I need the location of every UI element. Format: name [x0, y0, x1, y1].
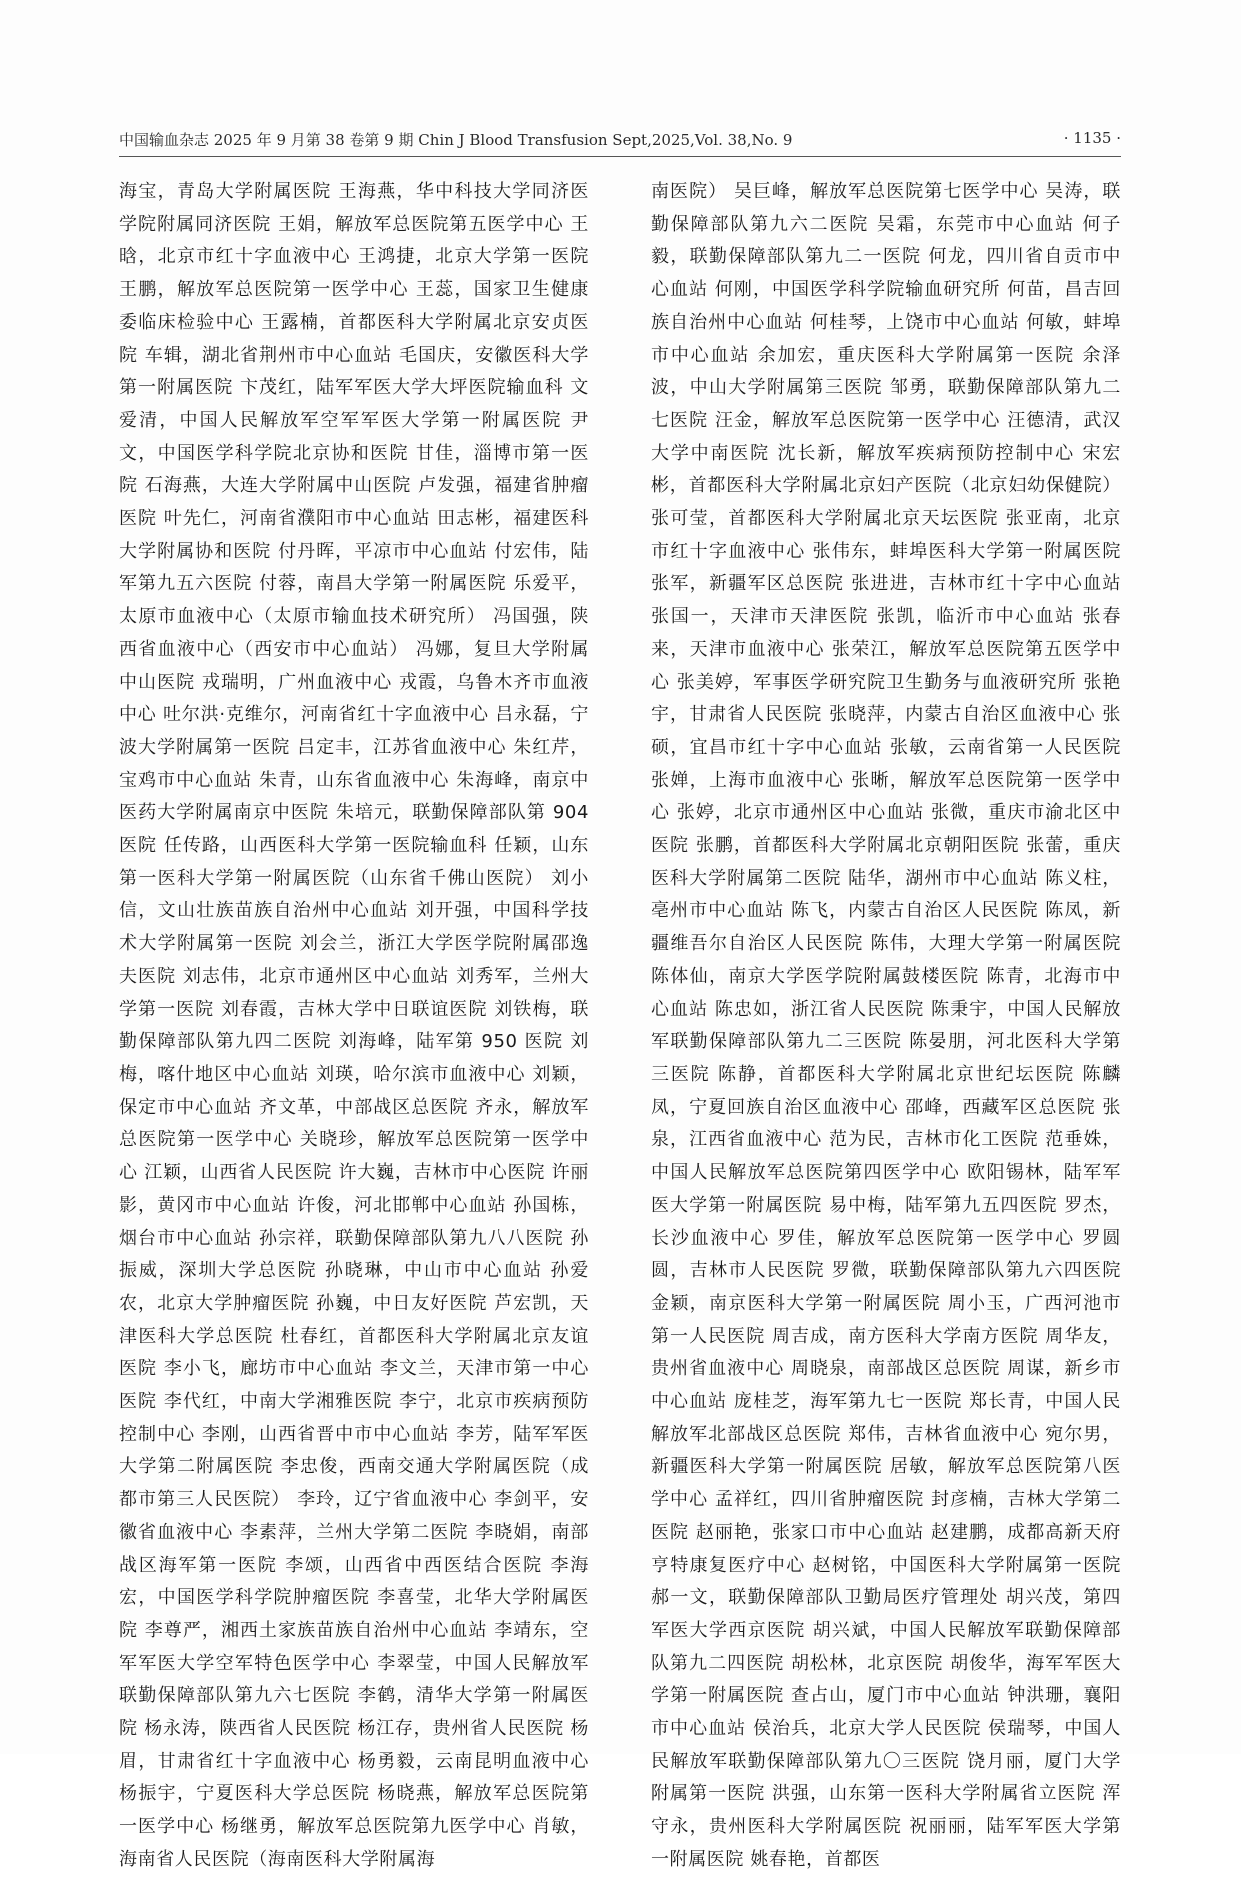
page-number: · 1135 · — [1063, 129, 1121, 147]
running-header — [119, 129, 1121, 153]
text-column-right: 南医院） 吴巨峰，解放军总医院第七医学中心 吴涛，联勤保障部队第九六二医院 吴霜，东莞市中心血站 何子毅，联勤保障部队第九二一医院 何龙，四川省自贡市中心血站 何刚，中国医学科学院输血研究所 何苗，昌吉回族自治州中心血站 何桂琴，上饶市中心血站 何敏，蚌埠市中心血站 余加宏，重庆医科大学附属第一医院 余泽波，中山大学附属第三医院 邹勇，联勤保障部队第九二七医院 汪金，解放军总医院第一医学中心 汪德清，武汉大学中南医院 沈长新，解放军疾病预防控制中心 宋宏彬，首都医科大学附属北京妇产医院（北京妇幼保健院） 张可莹，首都医科大学附属北京天坛医院 张亚南，北京市红十字血液中心 张伟东，蚌埠医科大学第一附属医院 张军，新疆军区总医院 张进进，吉林市红十字中心血站 张国一，天津市天津医院 张凯，临沂市中心血站 张春来，天津市血液中心 张荣江，解放军总医院第五医学中心 张美婷，军事医学研究院卫生勤务与血液研究所 张艳宇，甘肃省人民医院 张晓萍，内蒙古自治区血液中心 张硕，宜昌市红十字中心血站 张敏，云南省第一人民医院 张婵，上海市血液中心 张晰，解放军总医院第一医学中心 张婷，北京市通州区中心血站 张微，重庆市渝北区中医院 张鹏，首都医科大学附属北京朝阳医院 张蕾，重庆医科大学附属第二医院 陆华，湖州市中心血站 陈义柱，亳州市中心血站 陈飞，内蒙古自治区人民医院 陈凤，新疆维吾尔自治区人民医院 陈伟，大理大学第一附属医院 陈体仙，南京大学医学院附属鼓楼医院 陈青，北海市中心血站 陈忠如，浙江省人民医院 陈秉宇，中国人民解放军联勤保障部队第九二三医院 陈晏朋，河北医科大学第三医院 陈静，首都医科大学附属北京世纪坛医院 陈麟凤，宁夏回族自治区血液中心 邵峰，西藏军区总医院 张泉，江西省血液中心 范为民，吉林市化工医院 范垂姝，中国人民解放军总医院第四医学中心 欧阳锡林，陆军军医大学第一附属医院 易中梅，陆军第九五四医院 罗杰，长沙血液中心 罗佳，解放军总医院第一医学中心 罗圆圆，吉林市人民医院 罗微，联勤保障部队第九六四医院 金颖，南京医科大学第一附属医院 周小玉，广西河池市第一人民医院 周吉成，南方医科大学南方医院 周华友，贵州省血液中心 周晓泉，南部战区总医院 周谋，新乡市中心血站 庞桂芝，海军第九七一医院 郑长青，中国人民解放军北部战区总医院 郑伟，吉林省血液中心 宛尔男，新疆医科大学第一附属医院 居敏，解放军总医院第八医学中心 孟祥红，四川省肿瘤医院 封彦楠，吉林大学第二医院 赵丽艳，张家口市中心血站 赵建鹏，成都高新天府亨特康复医疗中心 赵树铭，中国医科大学附属第一医院 郝一文，联勤保障部队卫勤局医疗管理处 胡兴茂，第四军医大学西京医院 胡兴斌，中国人民解放军联勤保障部队第九二四医院 胡松林，北京医院 胡俊华，海军军医大学第一附属医院 查占山，厦门市中心血站 钟洪珊，襄阳市中心血站 侯治兵，北京大学人民医院 侯瑞琴，中国人民解放军联勤保障部队第九〇三医院 饶月丽，厦门大学附属第一医院 洪强，山东第一医科大学附属省立医院 浑守永，贵州医科大学附属医院 祝丽丽，陆军军医大学第一附属医院 姚春艳，首都医 — [651, 181, 1121, 1870]
text-column-left: 海宝，青岛大学附属医院 王海燕，华中科技大学同济医学院附属同济医院 王娟，解放军总医院第五医学中心 王晗，北京市红十字血液中心 王鸿捷，北京大学第一医院 王鹏，解放军总医院第一医学中心 王蕊，国家卫生健康委临床检验中心 王露楠，首都医科大学附属北京安贞医院 车辑，湖北省荆州市中心血站 毛国庆，安徽医科大学第一附属医院 卞茂红，陆军军医大学大坪医院输血科 文爱清，中国人民解放军空军军医大学第一附属医院 尹文，中国医学科学院北京协和医院 甘佳，淄博市第一医院 石海燕，大连大学附属中山医院 卢发强，福建省肿瘤医院 叶先仁，河南省濮阳市中心血站 田志彬，福建医科大学附属协和医院 付丹晖，平凉市中心血站 付宏伟，陆军第九五六医院 付蓉，南昌大学第一附属医院 乐爱平，太原市血液中心（太原市输血技术研究所） 冯国强，陕西省血液中心（西安市中心血站） 冯娜，复旦大学附属中山医院 戎瑞明，广州血液中心 戎霞，乌鲁木齐市血液中心 吐尔洪·克维尔，河南省红十字血液中心 吕永磊，宁波大学附属第一医院 吕定丰，江苏省血液中心 朱红芹，宝鸡市中心血站 朱青，山东省血液中心 朱海峰，南京中医药大学附属南京中医院 朱培元，联勤保障部队第 904 医院 任传路，山西医科大学第一医院输血科 任颖，山东第一医科大学第一附属医院（山东省千佛山医院） 刘小信，文山壮族苗族自治州中心血站 刘开强，中国科学技术大学附属第一医院 刘会兰，浙江大学医学院附属邵逸夫医院 刘志伟，北京市通州区中心血站 刘秀军，兰州大学第一医院 刘春霞，吉林大学中日联谊医院 刘铁梅，联勤保障部队第九四二医院 刘海峰，陆军第 950 医院 刘梅，喀什地区中心血站 刘瑛，哈尔滨市血液中心 刘颖，保定市中心血站 齐文革，中部战区总医院 齐永，解放军总医院第一医学中心 关晓珍，解放军总医院第一医学中心 江颖，山西省人民医院 许大巍，吉林市中心医院 许丽影，黄冈市中心血站 许俊，河北邯郸中心血站 孙国栋，烟台市中心血站 孙宗祥，联勤保障部队第九八八医院 孙振威，深圳大学总医院 孙晓琳，中山市中心血站 孙爱农，北京大学肿瘤医院 孙巍，中日友好医院 芦宏凯，天津医科大学总医院 杜春红，首都医科大学附属北京友谊医院 李小飞，廊坊市中心血站 李文兰，天津市第一中心医院 李代红，中南大学湘雅医院 李宁，北京市疾病预防控制中心 李刚，山西省晋中市中心血站 李芳，陆军军医大学第二附属医院 李忠俊，西南交通大学附属医院（成都市第三人民医院） 李玲，辽宁省血液中心 李剑平，安徽省血液中心 李素萍，兰州大学第二医院 李晓娟，南部战区海军第一医院 李颂，山西省中西医结合医院 李海宏，中国医学科学院肿瘤医院 李喜莹，北华大学附属医院 李尊严，湘西土家族苗族自治州中心血站 李靖东，空军军医大学空军特色医学中心 李翠莹，中国人民解放军联勤保障部队第九六七医院 李鹤，清华大学第一附属医院 杨永涛，陕西省人民医院 杨江存，贵州省人民医院 杨眉，甘肃省红十字血液中心 杨勇毅，云南昆明血液中心 杨振宇，宁夏医科大学总医院 杨晓燕，解放军总医院第一医学中心 杨继勇，解放军总医院第九医学中心 肖敏，海南省人民医院（海南医科大学附属海 — [119, 181, 589, 1870]
header-divider — [119, 156, 1121, 157]
journal-citation: 中国输血杂志 2025 年 9 月第 38 卷第 9 期 Chin J Blood Transfusion Sept,2025,Vol. 38,No. 9 — [119, 131, 793, 149]
